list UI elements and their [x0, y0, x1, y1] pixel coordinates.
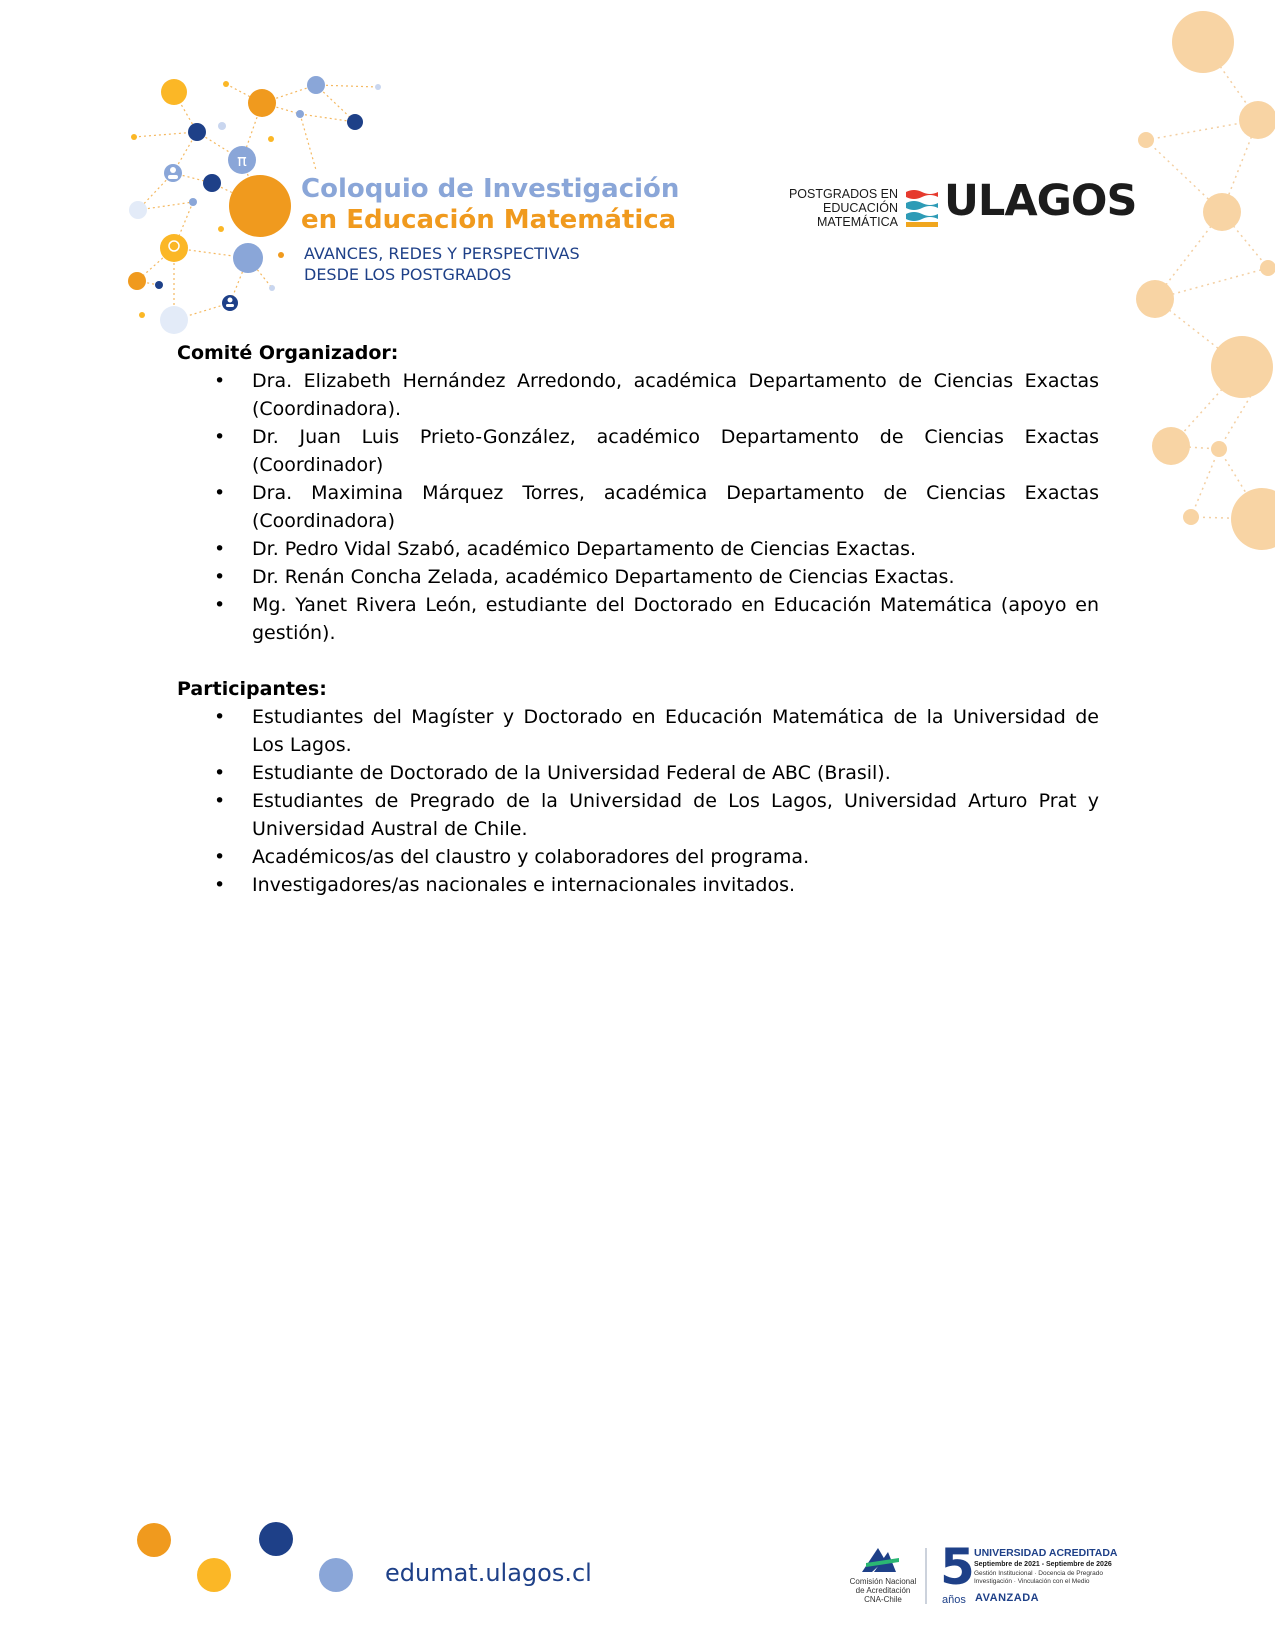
- logo-dot: [229, 175, 291, 237]
- event-logo-subtitle-line2: DESDE LOS POSTGRADOS: [304, 265, 512, 284]
- decorative-dot: [1172, 11, 1234, 73]
- logo-dot: [248, 89, 276, 117]
- list-item: • Académicos/as del claustro y colaboradores del programa.: [177, 843, 1099, 871]
- footer-decorative-dot: [259, 1522, 293, 1556]
- list-item: • Investigadores/as nacionales e internacionales invitados.: [177, 871, 1099, 899]
- decorative-dot: [1211, 441, 1227, 457]
- accreditation-years-label: años: [942, 1594, 966, 1606]
- list-item: • Dr. Renán Concha Zelada, académico Departamento de Ciencias Exactas.: [177, 563, 1099, 591]
- logo-dot: [296, 110, 304, 118]
- decorative-dot: [1152, 427, 1190, 465]
- document-body: [177, 339, 1099, 899]
- list-item: • Dra. Elizabeth Hernández Arredondo, académica Departamento de Ciencias Exactas (Coordinadora).: [177, 367, 1099, 423]
- list-item: • Estudiantes del Magíster y Doctorado en Educación Matemática de la Universidad de Los Lagos.: [177, 703, 1099, 759]
- list-item: • Mg. Yanet Rivera León, estudiante del Doctorado en Educación Matemática (apoyo en gestión).: [177, 591, 1099, 647]
- decorative-dot: [1231, 488, 1275, 550]
- website-link[interactable]: edumat.ulagos.cl: [385, 1559, 592, 1587]
- logo-dot: [129, 201, 147, 219]
- accreditation-areas: [974, 1570, 1103, 1586]
- logo-dot: [375, 84, 381, 90]
- logo-dot: [218, 226, 224, 232]
- accreditation-areas-line2: Investigación · Vinculación con el Medio: [974, 1578, 1090, 1585]
- decorative-dot: [1260, 260, 1275, 276]
- logo-dot: [278, 252, 284, 258]
- logo-dot: [233, 243, 263, 273]
- program-logo-line1: POSTGRADOS EN: [788, 187, 898, 201]
- accreditation-years: 5: [940, 1538, 975, 1596]
- section-title-comite: Comité Organizador:: [177, 342, 399, 364]
- cna-line1: Comisión Nacional: [849, 1577, 917, 1586]
- logo-dot: [269, 285, 275, 291]
- logo-dot: [347, 114, 363, 130]
- cna-logo-icon: [862, 1548, 899, 1572]
- person-icon-body: [168, 175, 178, 179]
- event-logo-subtitle-line1: AVANCES, REDES Y PERSPECTIVAS: [304, 244, 580, 263]
- program-logo-line3: MATEMÁTICA: [816, 215, 898, 229]
- accreditation-title: UNIVERSIDAD ACREDITADA: [974, 1547, 1118, 1559]
- section-spacer: [177, 647, 1099, 675]
- accreditation-level: AVANZADA: [975, 1592, 1040, 1604]
- event-logo-subtitle: [304, 243, 580, 285]
- logo-dot: [189, 198, 197, 206]
- decorative-dot: [1183, 509, 1199, 525]
- logo-dot: [203, 174, 221, 192]
- list-item: • Estudiantes de Pregrado de la Universidad de Los Lagos, Universidad Arturo Prat y Universidad Austral de Chile.: [177, 787, 1099, 843]
- program-logo-line2: EDUCACIÓN: [822, 201, 898, 215]
- logo-dot: [160, 306, 188, 334]
- pi-symbol-icon-glyph: π: [237, 151, 247, 170]
- person-icon: [222, 295, 238, 311]
- footer-decorative-dot: [197, 1558, 231, 1592]
- decorative-dot: [1239, 101, 1275, 139]
- accreditation-dates: Septiembre de 2021 - Septiembre de 2026: [974, 1561, 1112, 1568]
- logo-dot: [139, 312, 145, 318]
- person-icon-body: [226, 304, 234, 307]
- footer-decorative-dot: [137, 1523, 171, 1557]
- accreditation-areas-line1: Gestión Institucional · Docencia de Pregrado: [974, 1570, 1103, 1577]
- event-logo-title-line1: Coloquio de Investigación: [301, 174, 680, 204]
- person-icon-head: [170, 167, 176, 173]
- person-icon-head: [228, 298, 233, 303]
- logo-dot: [223, 81, 229, 87]
- section-title-participantes: Participantes:: [177, 678, 327, 700]
- event-logo-title: [301, 174, 679, 236]
- logo-dot: [268, 136, 274, 142]
- list-item: • Dr. Juan Luis Prieto-González, académico Departamento de Ciencias Exactas (Coordinador): [177, 423, 1099, 479]
- cna-line3: CNA-Chile: [864, 1595, 902, 1604]
- list-item: • Dra. Maximina Márquez Torres, académica Departamento de Ciencias Exactas (Coordinadora): [177, 479, 1099, 535]
- logo-dot: [128, 272, 146, 290]
- list-item: • Estudiante de Doctorado de la Universidad Federal de ABC (Brasil).: [177, 759, 1099, 787]
- lightbulb-icon: [160, 234, 188, 262]
- ulagos-flag-icon: [906, 190, 938, 227]
- cna-line2: de Acreditación: [855, 1586, 911, 1595]
- participantes-list: [177, 703, 1099, 899]
- program-logo-text: [784, 187, 898, 229]
- ulagos-brand: ULAGOS: [944, 176, 1137, 226]
- logo-dot: [307, 76, 325, 94]
- logo-dot: [218, 122, 226, 130]
- logo-dot: [161, 79, 187, 105]
- decorative-dot: [1203, 193, 1241, 231]
- comite-list: [177, 367, 1099, 647]
- decorative-dot: [1138, 132, 1154, 148]
- event-logo-title-line2: en Educación Matemática: [301, 205, 677, 235]
- logo-dot: [155, 281, 163, 289]
- footer-decorative-dot: [319, 1558, 353, 1592]
- cna-logo-text: [843, 1577, 923, 1604]
- logo-dot: [131, 134, 137, 140]
- logo-dot: [188, 123, 206, 141]
- decorative-dot: [1136, 280, 1174, 318]
- decorative-dot: [1211, 336, 1273, 398]
- list-item: • Dr. Pedro Vidal Szabó, académico Departamento de Ciencias Exactas.: [177, 535, 1099, 563]
